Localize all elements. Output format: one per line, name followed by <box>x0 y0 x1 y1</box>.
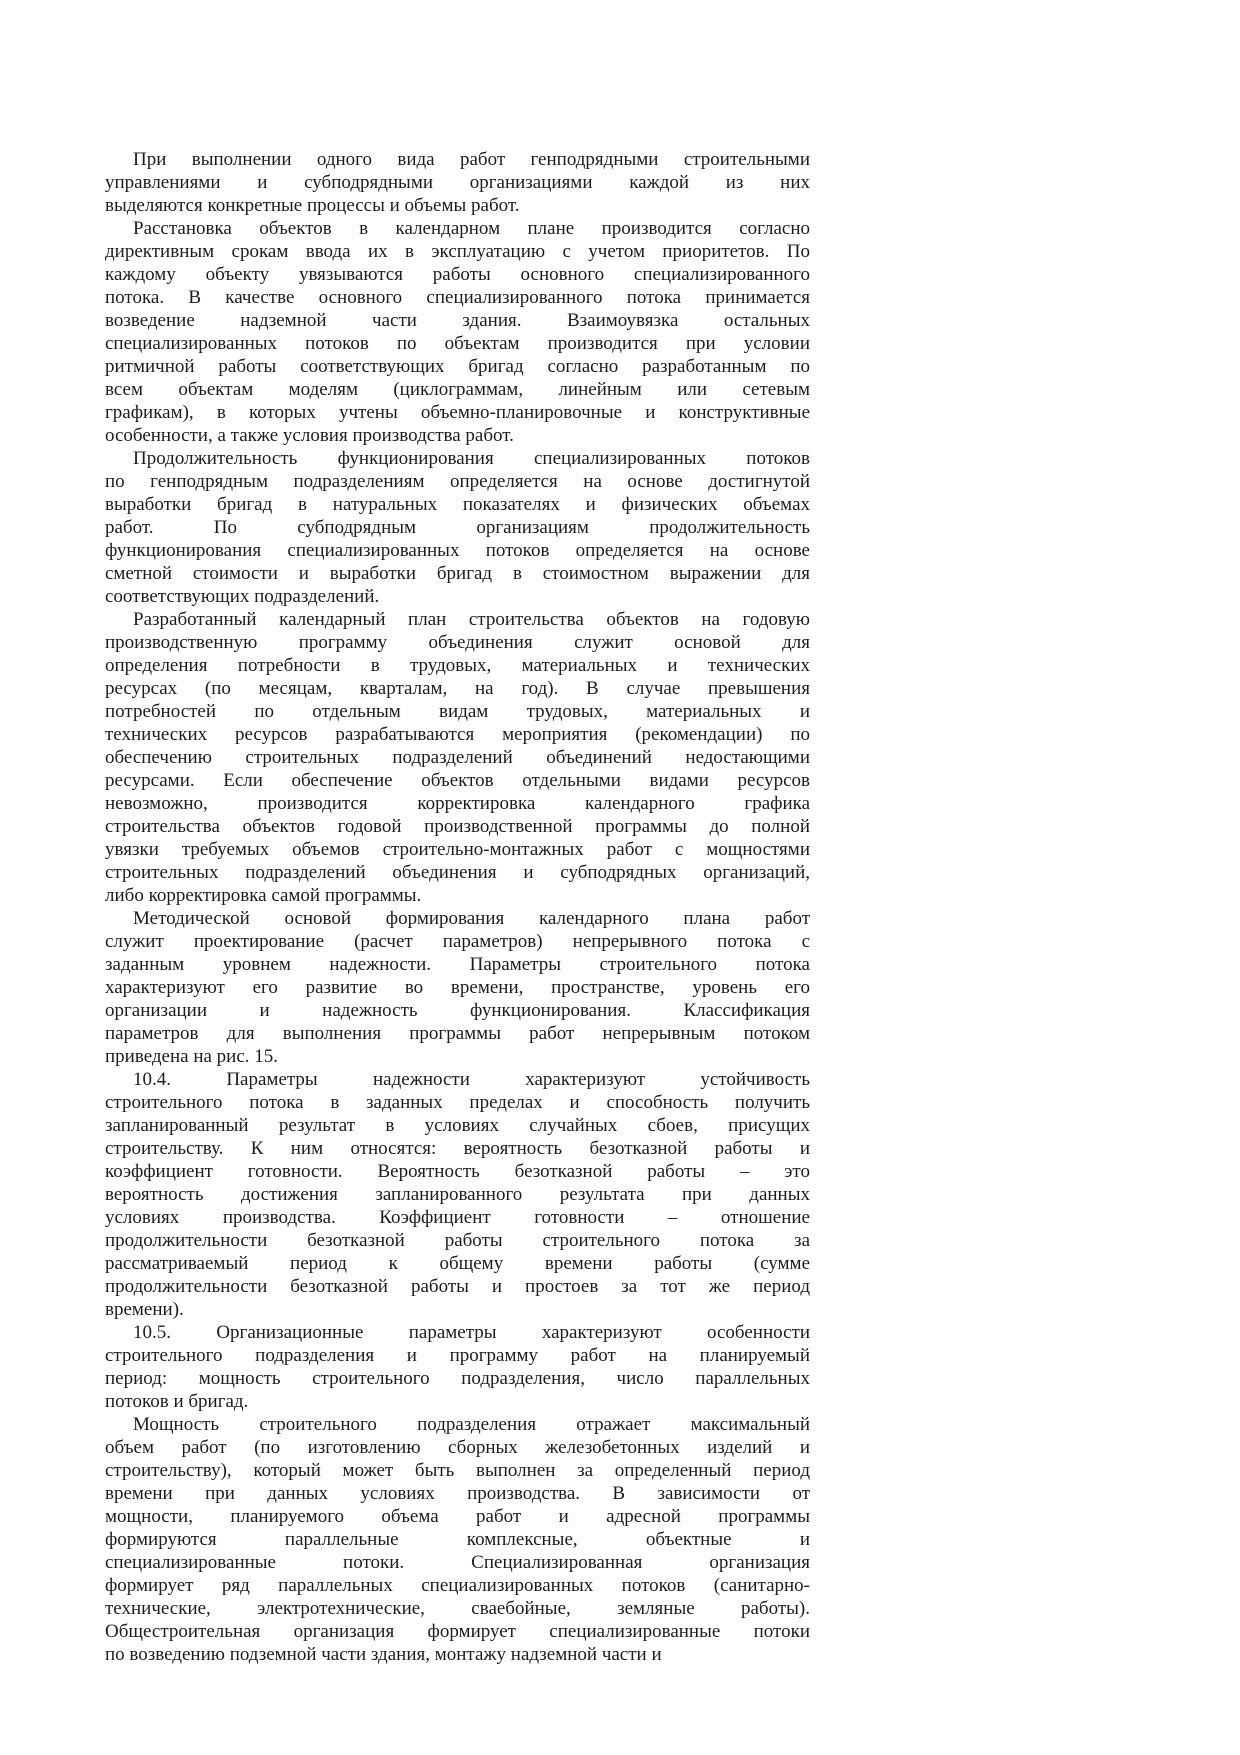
text-line: соответствующих подразделений. <box>105 586 380 607</box>
text-line: выработки бригад в натуральных показателях и физических объемах <box>105 494 810 515</box>
text-line: по генподрядным подразделениям определяется на основе достигнутой <box>105 471 810 492</box>
text-line: мощности, планируемого объема работ и адресной программы <box>105 1506 810 1527</box>
text-line: увязки требуемых объемов строительно-монтажных работ с мощностями <box>105 839 810 860</box>
text-line: функционирования специализированных потоков определяется на основе <box>105 540 810 561</box>
text-line: особенности, а также условия производства работ. <box>105 425 514 446</box>
text-line: строительного подразделения и программу работ на планируемый <box>105 1345 810 1366</box>
text-line: ритмичной работы соответствующих бригад согласно разработанным по <box>105 356 810 377</box>
text-line: формируются параллельные комплексные, объектные и <box>105 1529 810 1550</box>
paragraph <box>105 1413 810 1666</box>
text-line: определения потребности в трудовых, материальных и технических <box>105 655 810 676</box>
text-line: характеризуют его развитие во времени, пространстве, уровень его <box>105 977 810 998</box>
text-line: всем объектам моделям (циклограммам, линейным или сетевым <box>105 379 810 400</box>
text-line: обеспечению строительных подразделений объединений недостающими <box>105 747 810 768</box>
text-line: приведена на рис. 15. <box>105 1046 279 1067</box>
text-line: запланированный результат в условиях случайных сбоев, присущих <box>105 1115 810 1136</box>
text-line: объем работ (по изготовлению сборных железобетонных изделий и <box>105 1437 810 1458</box>
text-line: специализированных потоков по объектам производится при условии <box>105 333 810 354</box>
text-line: времени при данных условиях производства. В зависимости от <box>105 1483 810 1504</box>
text-line: специализированные потоки. Специализированная организация <box>105 1552 810 1573</box>
text-line: технические, электротехнические, сваебойные, земляные работы). <box>105 1598 810 1619</box>
text-line: управлениями и субподрядными организациями каждой из них <box>105 172 810 193</box>
text-line: вероятность достижения запланированного результата при данных <box>105 1184 810 1205</box>
text-line: 10.5. Организационные параметры характеризуют особенности <box>133 1322 810 1343</box>
text-line: потока. В качестве основного специализированного потока принимается <box>105 287 810 308</box>
text-line: строительного потока в заданных пределах и способность получить <box>105 1092 810 1113</box>
text-line: 10.4. Параметры надежности характеризуют устойчивость <box>133 1069 810 1090</box>
paragraph <box>105 447 810 608</box>
text-line: строительству), который может быть выполнен за определенный период <box>105 1460 810 1481</box>
text-line: либо корректировка самой программы. <box>105 885 422 906</box>
text-line: коэффициент готовности. Вероятность безотказной работы – это <box>105 1161 810 1182</box>
text-line: заданным уровнем надежности. Параметры строительного потока <box>105 954 810 975</box>
text-line: по возведению подземной части здания, монтажу надземной части и <box>105 1644 662 1665</box>
text-line: строительных подразделений объединения и субподрядных организаций, <box>105 862 810 883</box>
paragraph <box>105 608 810 907</box>
text-line: Продолжительность функционирования специализированных потоков <box>133 448 810 469</box>
text-line: потребностей по отдельным видам трудовых, материальных и <box>105 701 810 722</box>
paragraph <box>105 907 810 1068</box>
paragraph <box>105 1068 810 1321</box>
text-line: Разработанный календарный план строительства объектов на годовую <box>133 609 810 630</box>
text-line: времени). <box>105 1299 184 1320</box>
text-line: рассматриваемый период к общему времени работы (сумме <box>105 1253 810 1274</box>
paragraph <box>105 1321 810 1413</box>
text-line: продолжительности безотказной работы строительного потока за <box>105 1230 810 1251</box>
text-line: Общестроительная организация формирует специализированные потоки <box>105 1621 810 1642</box>
text-line: выделяются конкретные процессы и объемы работ. <box>105 195 520 216</box>
text-line: параметров для выполнения программы работ непрерывным потоком <box>105 1023 810 1044</box>
text-line: продолжительности безотказной работы и простоев за тот же период <box>105 1276 810 1297</box>
text-line: условиях производства. Коэффициент готовности – отношение <box>105 1207 810 1228</box>
text-line: директивным срокам ввода их в эксплуатацию с учетом приоритетов. По <box>105 241 810 262</box>
paragraph <box>105 148 810 217</box>
text-line: каждому объекту увязываются работы основного специализированного <box>105 264 810 285</box>
text-line: потоков и бригад. <box>105 1391 249 1412</box>
text-line: строительству. К ним относятся: вероятность безотказной работы и <box>105 1138 810 1159</box>
text-line: формирует ряд параллельных специализированных потоков (санитарно- <box>105 1575 810 1596</box>
text-line: Мощность строительного подразделения отражает максимальный <box>133 1414 810 1435</box>
text-line: строительства объектов годовой производственной программы до полной <box>105 816 810 837</box>
text-line: ресурсами. Если обеспечение объектов отдельными видами ресурсов <box>105 770 810 791</box>
text-line: организации и надежность функционирования. Классификация <box>105 1000 810 1021</box>
text-line: ресурсах (по месяцам, кварталам, на год). В случае превышения <box>105 678 810 699</box>
text-line: При выполнении одного вида работ генподрядными строительными <box>133 149 810 170</box>
text-line: технических ресурсов разрабатываются мероприятия (рекомендации) по <box>105 724 810 745</box>
text-line: графикам), в которых учтены объемно-планировочные и конструктивные <box>105 402 810 423</box>
text-line: производственную программу объединения служит основой для <box>105 632 810 653</box>
text-line: возведение надземной части здания. Взаимоувязка остальных <box>105 310 810 331</box>
text-line: служит проектирование (расчет параметров) непрерывного потока с <box>105 931 810 952</box>
text-line: Методической основой формирования календарного плана работ <box>133 908 810 929</box>
text-line: период: мощность строительного подразделения, число параллельных <box>105 1368 810 1389</box>
text-column <box>105 148 810 1666</box>
text-line: Расстановка объектов в календарном плане производится согласно <box>133 218 810 239</box>
paragraph <box>105 217 810 447</box>
text-line: сметной стоимости и выработки бригад в стоимостном выражении для <box>105 563 810 584</box>
text-line: невозможно, производится корректировка календарного графика <box>105 793 810 814</box>
text-line: работ. По субподрядным организациям продолжительность <box>105 517 810 538</box>
